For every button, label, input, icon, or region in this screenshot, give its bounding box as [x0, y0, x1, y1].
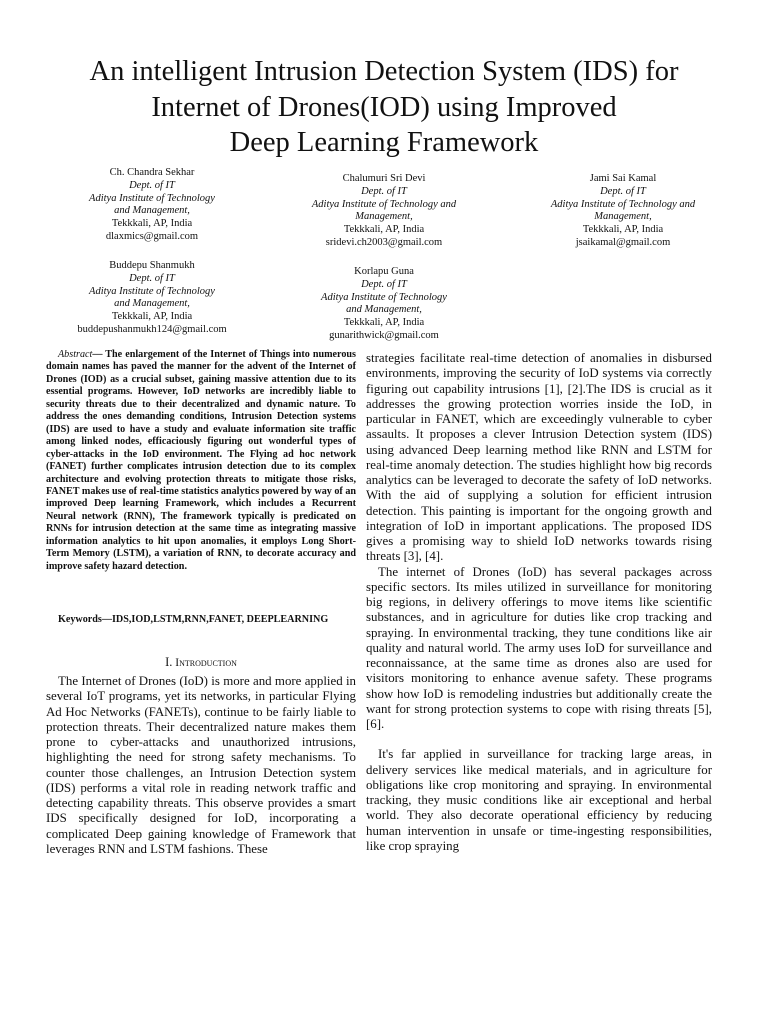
- body-paragraph: It's far applied in surveillance for tracking large areas, in delivery services like medical materials, and in agriculture for obligations like crop monitoring and spraying. In environmental tracking, they music conditions like air exceptional and herbal world. They also decorate operational efficiency by reducing human intervention in unsafe or time-ingesting responsibilities, like crop spraying: [366, 747, 712, 853]
- author-location: Tekkkali, AP, India: [343, 224, 425, 236]
- author-block-2: [270, 173, 498, 250]
- author-name: Buddepu Shanmukh: [109, 260, 195, 271]
- keywords: Keywords—IDS,IOD,LSTM,RNN,FANET, DEEPLEARNING: [58, 614, 329, 625]
- author-dept: Dept. of IT: [129, 272, 175, 284]
- author-institution: and Management,: [114, 205, 190, 217]
- author-email: sridevi.ch2003@gmail.com: [325, 236, 443, 248]
- section-title: Introduction: [175, 657, 237, 669]
- abstract: [46, 349, 356, 573]
- author-institution: and Management,: [114, 298, 190, 310]
- author-name: Korlapu Guna: [354, 266, 414, 277]
- author-block-1: [46, 167, 258, 244]
- author-institution: Aditya Institute of Technology and: [550, 198, 696, 210]
- author-name: Chalumuri Sri Devi: [342, 173, 426, 184]
- right-column-body: [366, 351, 712, 854]
- author-email: jsaikamal@gmail.com: [575, 236, 671, 248]
- author-dept: Dept. of IT: [361, 185, 407, 197]
- author-block-5: [270, 266, 498, 343]
- abstract-label: Abstract: [58, 349, 93, 360]
- author-location: Tekkkali, AP, India: [582, 224, 664, 236]
- section-number: I.: [165, 655, 173, 669]
- author-location: Tekkkali, AP, India: [343, 317, 425, 329]
- left-column-body: [46, 674, 356, 857]
- body-paragraph: The Internet of Drones (IoD) is more and more applied in several IoT programs, yet its networks, in particular Flying Ad Hoc Networks (FANETs), continue to be fairly liable to protection threats. Their decentralized nature makes them prone to cyber-attacks and unauthorized intrusions, highlighting the need for strong safety mechanisms. To counter those challenges, an Intrusion Detection system (IDS) performs a vital role in reading network traffic and detecting capability threats. This observe provides a smart IDS specifically designed for IoD, incorporating a complicated Deep gaining knowledge of Framework that leverages RNN and LSTM fashions. These: [46, 674, 356, 856]
- author-institution: Aditya Institute of Technology: [89, 192, 215, 204]
- abstract-dash: —: [92, 349, 103, 360]
- body-paragraph: The internet of Drones (IoD) has several packages across specific sectors. Its miles utilized in surveillance for monitoring big regions, in delivery offerings to move items like scientific substances, and in agriculture for duties like crop tracking and spraying. In environmental tracking, they tune conditions like air quality and natural world. The army uses IoD for surveillance and reconnaissance, at the same time as drones also are used for visitors monitoring to enhance avenue safety. These programs show how IoD is remodeling industries but additionally create the want for strong protection systems to cope with rising threats [5], [6].: [366, 564, 712, 731]
- author-institution: Management,: [355, 211, 413, 223]
- author-institution: Aditya Institute of Technology and: [311, 198, 457, 210]
- section-heading: [46, 655, 356, 670]
- author-institution: Aditya Institute of Technology: [321, 291, 447, 303]
- title-line-2: Internet of Drones(IOD) using Improved: [151, 91, 617, 123]
- paper-title: [20, 54, 748, 161]
- author-block-3: [508, 173, 738, 250]
- author-location: Tekkkali, AP, India: [111, 218, 193, 230]
- author-name: Jami Sai Kamal: [589, 173, 657, 184]
- abstract-text: The enlargement of the Internet of Things into numerous domain names has paved the manner for the advent of the Internet of Drones (IOD) as a crucial subset, gaining massive attention due to its essential programs. However, IoD networks are incredibly liable to security threats due to their decentralized and dynamic nature. To address the ones demanding conditions, Intrusion Detection systems (IDS) are used to have a study and evaluate information site traffic among linked nodes, efficaciously figuring out wonderful types of cyber-attacks in the IoD environment. The Flying ad hoc network (FANET) further complicates intrusion detection due to its complex architecture and evolving protection threats to mitigate those risks, FANET makes use of real-time statistics analytics powered by way of an improved Deep learning Framework, which includes a Recurrent Neural network (RNN), The framework typically is predicated on RNNs for intrusion detection at the same time as integrating massive information analytics to hit upon anomalies, it employs Long Short-Term Memory (LSTM), a variation of RNN, to decorate accuracy and improve safety hazard detection.: [46, 349, 357, 572]
- author-institution: and Management,: [346, 304, 422, 316]
- author-name: Ch. Chandra Sekhar: [109, 167, 195, 178]
- author-institution: Management,: [594, 211, 652, 223]
- body-paragraph: strategies facilitate real-time detection of anomalies in disbursed environments, improving the security of IoD systems via correctly figuring out capability intrusions [1], [2].The IDS is crucial as it addresses the growing protection worries inside the IoD, in particular in FANET, which are exceedingly vulnerable to cyber assaults. It proposes a clever Intrusion Detection system (IDS) using advanced Deep learning method like RNN and LSTM for real-time anomaly detection. The studies highlight how big records analytics can be leveraged to decorate the safety of IoD networks. With the aid of supplying a solution for efficient intrusion detection. This painting is important for the ongoing growth and integration of IoD in important applications. The proposed IDS gives a promising way to shield IoD networks towards rising threats [3], [4].: [366, 351, 712, 564]
- author-dept: Dept. of IT: [129, 179, 175, 191]
- author-dept: Dept. of IT: [600, 185, 646, 197]
- author-dept: Dept. of IT: [361, 278, 407, 290]
- author-email: buddepushanmukh124@gmail.com: [77, 323, 227, 335]
- author-block-4: [46, 260, 258, 337]
- author-institution: Aditya Institute of Technology: [89, 285, 215, 297]
- author-email: dlaxmics@gmail.com: [105, 230, 199, 242]
- title-line-3: Deep Learning Framework: [229, 127, 539, 158]
- author-location: Tekkkali, AP, India: [111, 311, 193, 323]
- author-email: gunarithwick@gmail.com: [329, 329, 439, 341]
- title-line-1: An intelligent Intrusion Detection System (IDS) for: [89, 56, 679, 87]
